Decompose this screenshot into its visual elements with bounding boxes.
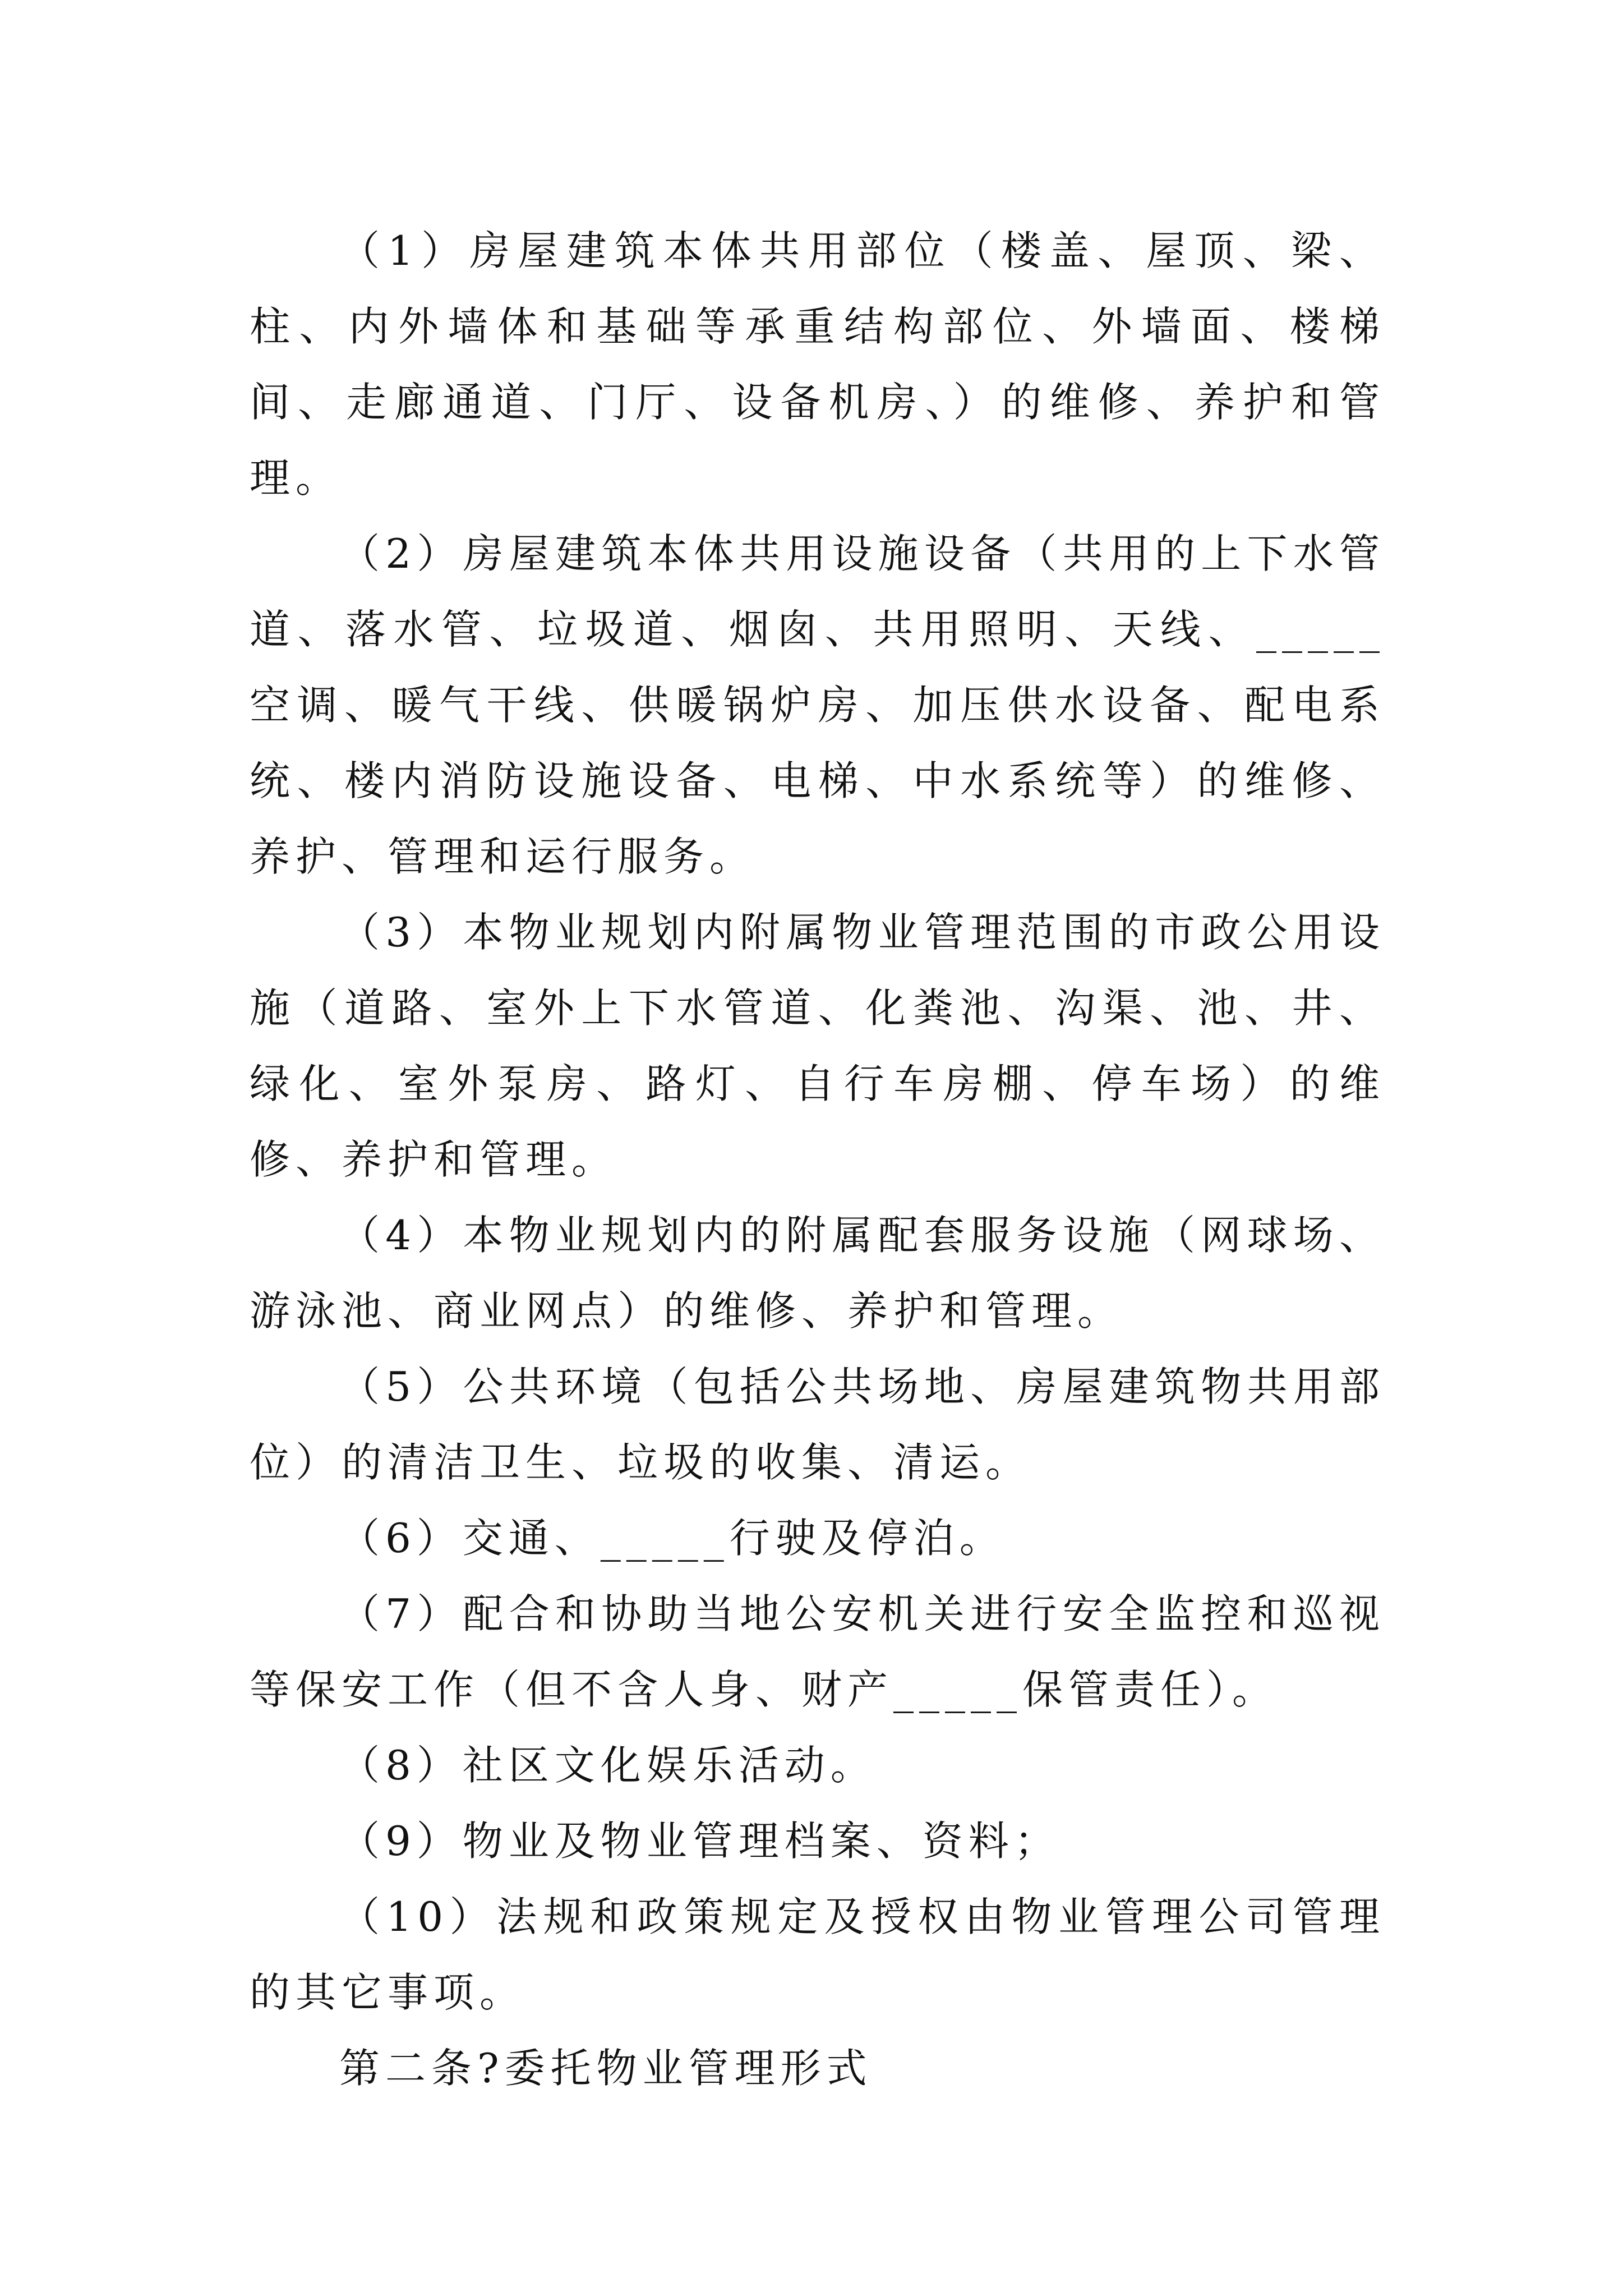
paragraph-item-3: （3）本物业规划内附属物业管理范围的市政公用设施（道路、室外上下水管道、化粪池、沟渠、池、井、绿化、室外泵房、路灯、自行车房棚、停车场）的维修、养护和管理。 — [250, 909, 1385, 1183]
paragraph-item-5: （5）公共环境（包括公共场地、房屋建筑物共用部位）的清洁卫生、垃圾的收集、清运。 — [250, 1363, 1385, 1486]
paragraph-item-10: （10）法规和政策规定及授权由物业管理公司管理的其它事项。 — [250, 1893, 1385, 2016]
paragraph-item-2: （2）房屋建筑本体共用设施设备（共用的上下水管道、落水管、垃圾道、烟囱、共用照明、天线、_____空调、暖气干线、供暖锅炉房、加压供水设备、配电系统、楼内消防设施设备、电梯、中水系统等）的维修、养护、管理和运行服务。 — [250, 530, 1385, 880]
paragraph-item-6: （6）交通、_____行驶及停泊。 — [339, 1515, 1006, 1562]
paragraph-item-1: （1）房屋建筑本体共用部位（楼盖、屋顶、梁、柱、内外墙体和基础等承重结构部位、外墙面、楼梯间、走廊通道、门厅、设备机房、）的维修、养护和管理。 — [250, 227, 1385, 501]
paragraph-item-9: （9）物业及物业管理档案、资料； — [339, 1818, 1061, 1865]
document-body — [250, 213, 1385, 2106]
paragraph-item-7: （7）配合和协助当地公安机关进行安全监控和巡视等保安工作（但不含人身、财产_____保管责任）。 — [250, 1590, 1385, 1713]
section-heading: 第二条?委托物业管理形式 — [339, 2045, 873, 2092]
paragraph-item-8: （8）社区文化娱乐活动。 — [339, 1742, 877, 1789]
paragraph-item-4: （4）本物业规划内的附属配套服务设施（网球场、游泳池、商业网点）的维修、养护和管理。 — [250, 1212, 1385, 1335]
